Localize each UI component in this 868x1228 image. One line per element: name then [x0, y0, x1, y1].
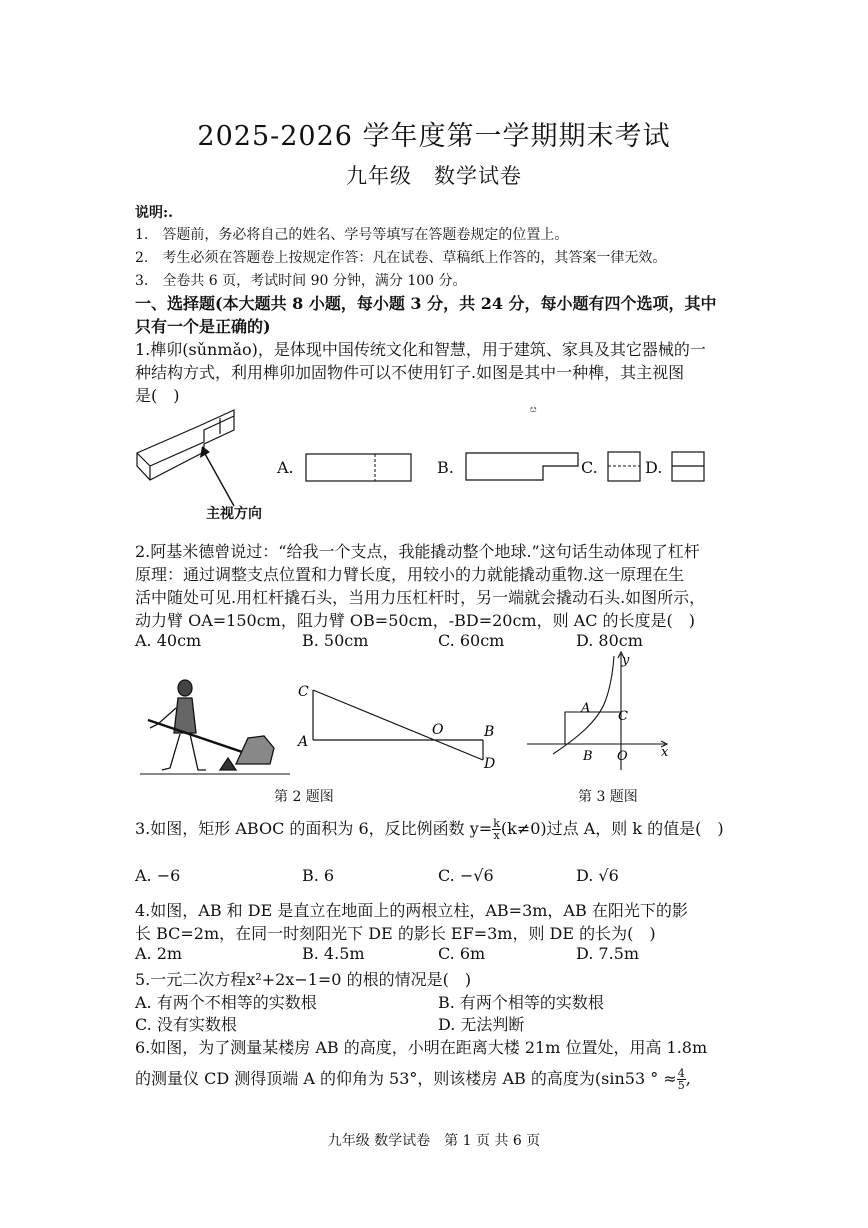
- q3-figure-caption: 第 3 题图: [578, 789, 638, 805]
- q3-option-c: C. −√6: [438, 866, 494, 885]
- q4-text: 长 BC=2m，在同一时刻阳光下 DE 的影长 EF=3m，则 DE 的长为( ): [135, 924, 656, 943]
- q1-text: 1.榫卯(sǔnmǎo)，是体现中国传统文化和智慧，用于建筑、家具及其它器械的一: [135, 340, 706, 359]
- q6-text-cont: [135, 1066, 691, 1091]
- q1-text: 种结构方式，利用榫卯加固物件可以不使用钉子.如图是其中一种榫，其主视图: [135, 363, 685, 382]
- q2-label-c: C: [298, 684, 309, 700]
- q2-label-d: D: [484, 756, 496, 772]
- q6-frac-num: 4: [677, 1067, 685, 1080]
- q3-text: [135, 816, 724, 841]
- q1-text: 是( ): [135, 386, 180, 405]
- q3-label-b: B: [583, 749, 593, 764]
- q2-text: 2.阿基米德曾说过：“给我一个支点，我能撬动整个地球.”这句话生动体现了杠杆: [135, 542, 700, 561]
- q2-option-c: C. 60cm: [438, 631, 505, 650]
- q2-option-b: B. 50cm: [302, 631, 369, 650]
- exam-subtitle: 九年级 数学试卷: [346, 164, 522, 188]
- q1-option-c: C.: [581, 458, 598, 477]
- q5-option-a: A. 有两个不相等的实数根: [135, 993, 317, 1012]
- instruction-item: 3. 全卷共 6 页，考试时间 90 分钟，满分 100 分。: [135, 273, 467, 289]
- q2-lever-illustration: [140, 678, 292, 778]
- q1-arrow-label: 主视方向: [206, 506, 262, 522]
- q1-option-b: B.: [437, 458, 454, 477]
- q2-option-d: D. 80cm: [576, 631, 643, 650]
- q3-label-y: y: [622, 653, 630, 668]
- q2-text: 活中随处可见.用杠杆撬石头，当用力压杠杆时，另一端就会撬动石头.如图所示，: [135, 588, 706, 607]
- q5-option-c: C. 没有实数根: [135, 1015, 237, 1034]
- q2-lever-diagram: [296, 680, 502, 772]
- q3-text-pre: 3.如图，矩形 ABOC 的面积为 6，反比例函数 y=: [135, 819, 493, 838]
- q1-option-c-figure: [607, 451, 642, 483]
- q3-label-a: A: [581, 701, 591, 716]
- q1-tenon-figure: [134, 408, 246, 513]
- q6-fraction: [677, 1068, 686, 1091]
- q4-option-a: A. 2m: [135, 944, 183, 963]
- q2-label-a: A: [298, 734, 309, 750]
- q1-option-b-figure: [465, 452, 580, 482]
- q3-fraction: [492, 818, 501, 841]
- q4-text: 4.如图，AB 和 DE 是直立在地面上的两根立柱，AB=3m，AB 在阳光下的影: [135, 901, 688, 920]
- q4-option-c: C. 6m: [438, 944, 486, 963]
- q1-option-d-figure: [671, 451, 706, 483]
- q4-option-b: B. 4.5m: [302, 944, 365, 963]
- instruction-item: 1. 答题前，务必将自己的姓名、学号等填写在答题卷规定的位置上。: [135, 227, 569, 243]
- q3-option-a: A. −6: [135, 866, 181, 885]
- q1-option-a: A.: [277, 458, 294, 477]
- q3-option-b: B. 6: [302, 866, 335, 885]
- q2-label-o: O: [432, 722, 444, 738]
- q6-frac-den: 5: [677, 1079, 685, 1092]
- exam-title: 2025-2026 学年度第一学期期末考试: [197, 121, 671, 152]
- q3-frac-num: k: [493, 817, 500, 830]
- page-footer: 九年级 数学试卷 第 1 页 共 6 页: [327, 1133, 541, 1149]
- q3-frac-den: x: [493, 829, 500, 842]
- q2-text: 原理：通过调整支点位置和力臂长度，用较小的力就能撬动重物.这一原理在生: [135, 565, 685, 584]
- q3-graph: [525, 650, 675, 775]
- q5-text: 5.一元二次方程x²+2x−1=0 的根的情况是( ): [135, 970, 472, 989]
- instruction-item: 2. 考生必须在答题卷上按规定作答：凡在试卷、草稿纸上作答的，其答案一律无效。: [135, 250, 667, 266]
- section-heading-cont: 只有一个是正确的): [135, 317, 271, 336]
- q6-text-line2: 的测量仪 CD 测得顶端 A 的仰角为 53°，则该楼房 AB 的高度为(sin53 ° ≈: [135, 1069, 677, 1088]
- q3-option-d: D. √6: [576, 866, 619, 885]
- stray-mark: ೞ: [530, 404, 537, 415]
- q3-label-c: C: [618, 709, 628, 724]
- q2-option-a: A. 40cm: [135, 631, 202, 650]
- q5-option-b: B. 有两个相等的实数根: [438, 993, 604, 1012]
- q5-option-d: D. 无法判断: [438, 1015, 525, 1034]
- q6-text: 6.如图，为了测量某楼房 AB 的高度，小明在距离大楼 21m 位置处，用高 1.8m: [135, 1038, 708, 1057]
- q6-text-tail: ,: [685, 1069, 691, 1088]
- section-heading: 一、选择题(本大题共 8 小题，每小题 3 分，共 24 分，每小题有四个选项，其中: [135, 294, 717, 313]
- q1-option-d: D.: [645, 458, 663, 477]
- instructions-heading: 说明:.: [135, 205, 174, 221]
- q4-option-d: D. 7.5m: [576, 944, 640, 963]
- q3-text-post: (k≠0)过点 A，则 k 的值是( ): [500, 819, 724, 838]
- q2-text: 动力臂 OA=150cm，阻力臂 OB=50cm，-BD=20cm，则 AC 的长度是( ): [135, 611, 696, 630]
- q3-label-o: O: [617, 749, 628, 764]
- q1-option-a-figure: [305, 453, 413, 483]
- q2-label-b: B: [484, 724, 495, 740]
- q3-label-x: x: [661, 745, 669, 760]
- q2-figure-caption: 第 2 题图: [274, 789, 334, 805]
